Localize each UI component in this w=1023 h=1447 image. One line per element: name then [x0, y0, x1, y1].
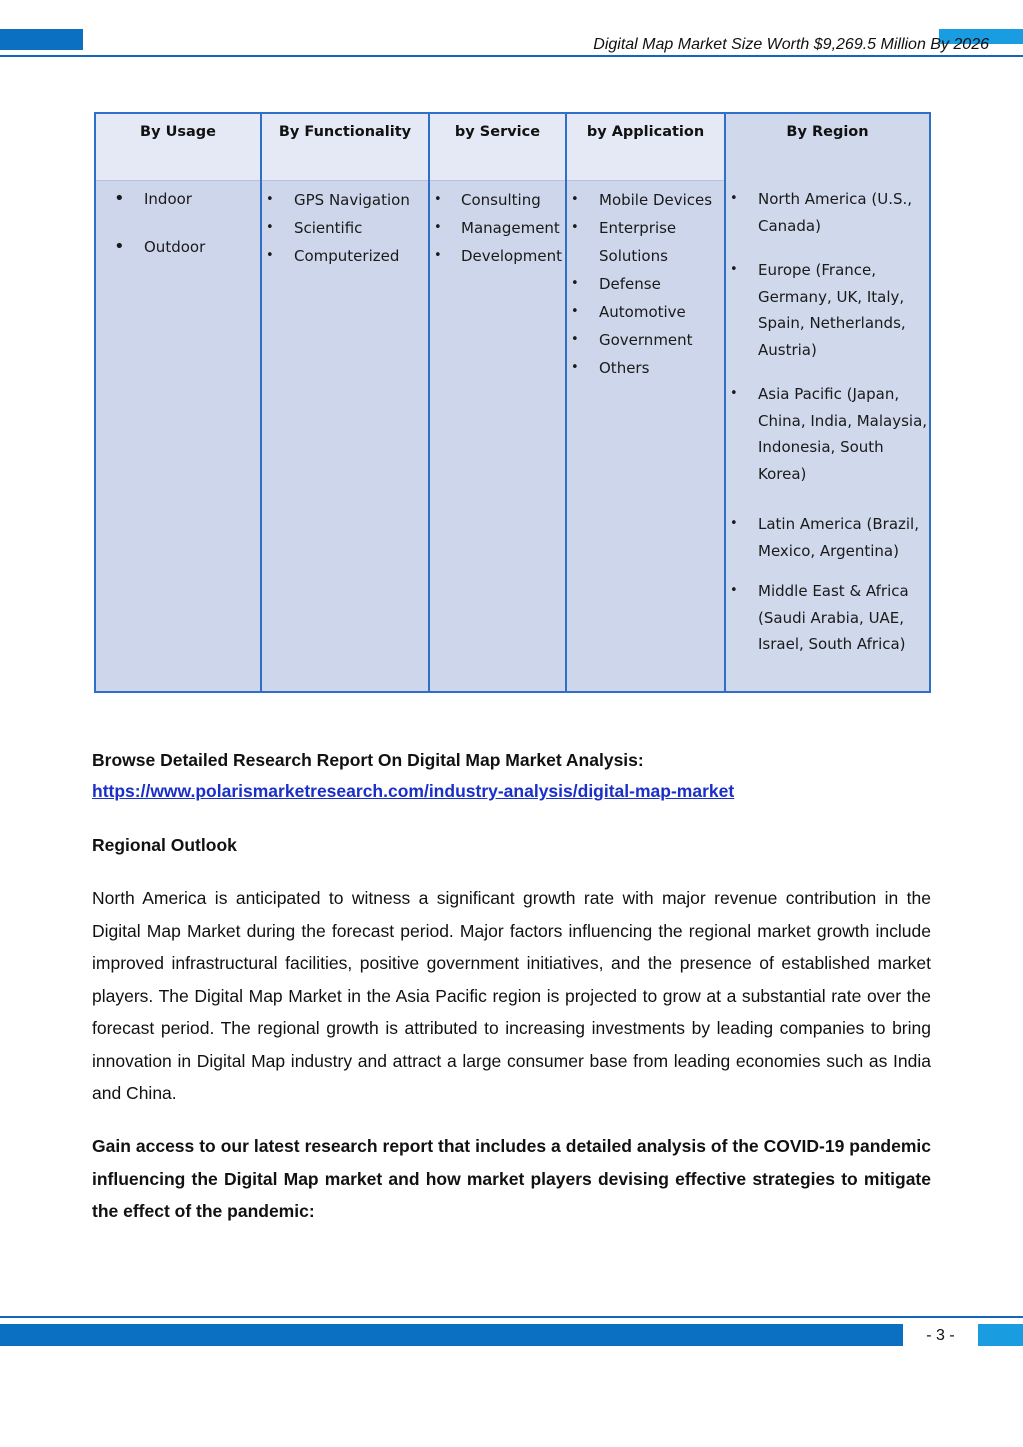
bullet-icon: •	[434, 220, 442, 235]
list-item-text: Scientific	[294, 219, 363, 237]
list-item	[726, 578, 929, 658]
bullet-icon: •	[730, 191, 738, 206]
browse-heading: Browse Detailed Research Report On Digital Map Market Analysis:	[92, 750, 644, 770]
bullet-icon: •	[730, 516, 738, 531]
list-item	[567, 270, 724, 298]
column-service	[428, 114, 565, 691]
list-item-text: Europe (France, Germany, UK, Italy, Spain, Netherlands, Austria)	[758, 261, 906, 359]
list-item	[96, 186, 260, 212]
column-heading: by Service	[454, 124, 541, 140]
list-item	[262, 186, 428, 214]
bullet-icon: •	[571, 276, 579, 291]
bullet-icon: •	[266, 220, 274, 235]
bullet-icon: •	[730, 386, 738, 401]
list-item	[567, 186, 724, 214]
page-number: - 3 -	[926, 1327, 955, 1344]
page-header-title: Digital Map Market Size Worth $9,269.5 Million By 2026	[593, 36, 989, 53]
list-item	[567, 354, 724, 382]
covid-callout: Gain access to our latest research report that includes a detailed analysis of the COVID-19 pandemic influencing the Digital Map market and how market players devising effective strategies to mitigate the effect of the pandemic:	[92, 1136, 931, 1221]
list-item-text: Middle East & Africa (Saudi Arabia, UAE, Israel, South Africa)	[758, 582, 909, 653]
list-item	[567, 214, 724, 270]
list-item-text: Consulting	[461, 191, 541, 209]
list-item-text: Indoor	[144, 190, 192, 208]
column-heading: By Functionality	[278, 124, 412, 140]
column-heading: by Application	[586, 124, 705, 140]
list-item	[96, 234, 260, 260]
segmentation-table	[94, 112, 931, 693]
regional-outlook-heading: Regional Outlook	[92, 835, 237, 855]
list-item-text: Mobile Devices	[599, 191, 713, 209]
list-item	[430, 214, 565, 242]
list-item	[726, 381, 929, 487]
footer-bar	[0, 1324, 903, 1346]
bullet-icon: •	[571, 304, 579, 319]
list-item-text: Others	[599, 359, 650, 377]
application-list	[567, 186, 724, 382]
bullet-icon: •	[730, 583, 738, 598]
list-item	[430, 242, 565, 270]
list-item	[262, 242, 428, 270]
service-list	[430, 186, 565, 270]
list-item-text: Computerized	[294, 247, 400, 265]
list-item-text: Asia Pacific (Japan, China, India, Malaysia, Indonesia, South Korea)	[758, 385, 928, 483]
column-region	[724, 114, 929, 691]
list-item	[726, 186, 929, 239]
list-item-text: Defense	[599, 275, 661, 293]
bullet-icon: •	[266, 248, 274, 263]
bullet-icon: •	[730, 262, 738, 277]
list-item	[262, 214, 428, 242]
bullet-icon: •	[266, 192, 274, 207]
bullet-icon: •	[571, 332, 579, 347]
header-rule	[0, 55, 1023, 57]
region-list	[726, 186, 929, 658]
footer-rule	[0, 1316, 1023, 1318]
list-item	[430, 186, 565, 214]
list-item-text: Enterprise Solutions	[599, 219, 677, 265]
list-item-text: Automotive	[599, 303, 686, 321]
list-item	[726, 511, 929, 564]
list-item-text: Government	[599, 331, 693, 349]
bullet-icon: •	[434, 248, 442, 263]
functionality-list	[262, 186, 428, 270]
column-heading: By Region	[786, 124, 869, 140]
header-accent-block	[0, 29, 83, 50]
bullet-icon: •	[571, 220, 579, 235]
column-application	[565, 114, 724, 691]
list-item	[726, 257, 929, 363]
regional-outlook-paragraph: North America is anticipated to witness a significant growth rate with major revenue contribution in the Digital Map Market during the forecast period. Major factors influencing the regional market growth include improved infrastructural facilities, positive government initiatives, and the presence of established market players. The Digital Map Market in the Asia Pacific region is projected to grow at a substantial rate over the forecast period. The regional growth is attributed to increasing investments by leading companies to bring innovation in Digital Map industry and attract a large consumer base from leading economies such as India and China.	[92, 888, 931, 1103]
report-link[interactable]: https://www.polarismarketresearch.com/industry-analysis/digital-map-market	[92, 781, 735, 801]
list-item-text: Outdoor	[144, 238, 206, 256]
bullet-icon: •	[434, 192, 442, 207]
bullet-icon: •	[114, 236, 125, 257]
bullet-icon: •	[571, 192, 579, 207]
list-item-text: GPS Navigation	[294, 191, 410, 209]
usage-list	[96, 186, 260, 282]
list-item-text: Management	[461, 219, 560, 237]
column-heading: By Usage	[140, 124, 216, 140]
footer-accent-block	[978, 1324, 1023, 1346]
bullet-icon: •	[114, 188, 125, 209]
list-item-text: North America (U.S., Canada)	[758, 190, 913, 235]
column-functionality	[260, 114, 428, 691]
list-item-text: Development	[461, 247, 562, 265]
column-usage	[96, 114, 260, 691]
list-item-text: Latin America (Brazil, Mexico, Argentina)	[758, 515, 919, 560]
list-item	[567, 326, 724, 354]
bullet-icon: •	[571, 360, 579, 375]
list-item	[567, 298, 724, 326]
